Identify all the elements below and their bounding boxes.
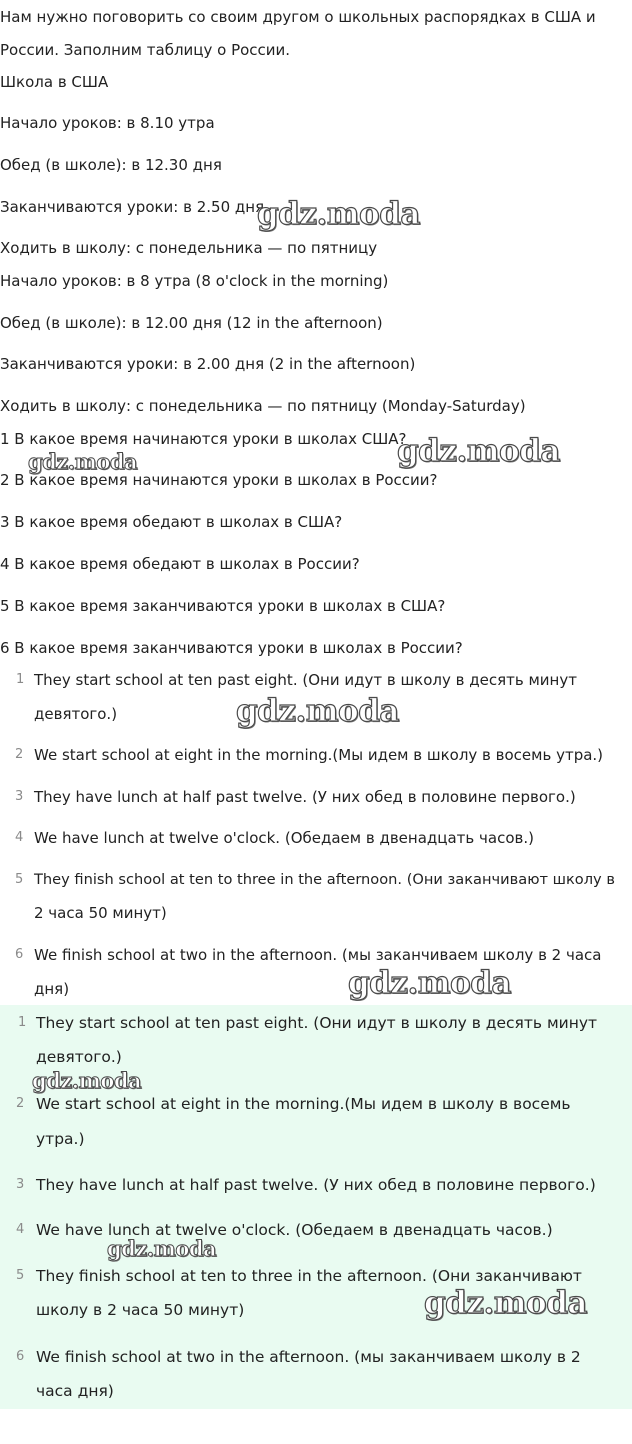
- answer-1-number: 1: [16, 672, 25, 687]
- answer-1-line-1: They start school at ten past eight. (Они идут в школу в десять минут: [34, 671, 577, 689]
- answer-box-3-number: 3: [16, 1177, 25, 1192]
- answer-3-number: 3: [15, 789, 24, 804]
- answer-box-2-line-1: We start school at eight in the morning.(Мы идем в школу в восемь: [36, 1095, 571, 1113]
- russia-days: Ходить в школу: с понедельника — по пятницу (Monday-Saturday): [0, 397, 526, 415]
- answer-2-number: 2: [15, 747, 24, 762]
- answer-box-2-number: 2: [16, 1096, 25, 1111]
- answer-box-6-line-2: часа дня): [36, 1382, 114, 1400]
- intro-line-2: России. Заполним таблицу о России.: [0, 41, 291, 59]
- answer-box-1-number: 1: [18, 1015, 27, 1030]
- answer-5-line-1: They finish school at ten to three in the afternoon. (Они заканчивают школу в: [34, 871, 615, 888]
- answer-box-5-line-1: They finish school at ten to three in the afternoon. (Они заканчивают: [36, 1267, 582, 1285]
- answer-box-4-text: We have lunch at twelve o'clock. (Обедаем в двенадцать часов.): [36, 1221, 553, 1239]
- question-4: 4 В какое время обедают в школах в России?: [0, 555, 360, 573]
- answer-box-6-line-1: We finish school at two in the afternoon. (мы заканчиваем школу в 2: [36, 1348, 581, 1366]
- question-3: 3 В какое время обедают в школах в США?: [0, 513, 343, 531]
- answer-6-number: 6: [15, 947, 24, 962]
- answer-1-line-2: девятого.): [34, 705, 118, 723]
- usa-lunch: Обед (в школе): в 12.30 дня: [0, 156, 222, 174]
- watermark-logo: gdz.moda: [397, 433, 560, 469]
- answer-5-line-2: 2 часа 50 минут): [34, 904, 167, 922]
- answer-5-number: 5: [15, 872, 24, 887]
- usa-heading: Школа в США: [0, 73, 109, 91]
- answer-4-number: 4: [15, 830, 24, 845]
- answer-box-3-text: They have lunch at half past twelve. (У них обед в половине первого.): [36, 1176, 596, 1194]
- answer-box-6-number: 6: [16, 1349, 25, 1364]
- answer-box-5-line-2: школу в 2 часа 50 минут): [36, 1301, 245, 1319]
- russia-lunch: Обед (в школе): в 12.00 дня (12 in the afternoon): [0, 314, 383, 332]
- answer-3-text: They have lunch at half past twelve. (У них обед в половине первого.): [34, 788, 576, 806]
- watermark-logo: gdz.moda: [236, 693, 399, 729]
- question-2: 2 В какое время начинаются уроки в школах в России?: [0, 471, 438, 489]
- answer-4-text: We have lunch at twelve o'clock. (Обедаем в двенадцать часов.): [34, 829, 534, 847]
- watermark-logo: gdz.moda: [28, 449, 138, 474]
- answer-box-2-line-2: утра.): [36, 1130, 85, 1148]
- intro-line-1: Нам нужно поговорить со своим другом о школьных распорядках в США и: [0, 8, 596, 26]
- watermark-logo: gdz.moda: [257, 196, 420, 232]
- answer-6-line-1: We finish school at two in the afternoon. (мы заканчиваем школу в 2 часа: [34, 946, 602, 964]
- russia-finish: Заканчиваются уроки: в 2.00 дня (2 in the afternoon): [0, 355, 416, 373]
- question-5: 5 В какое время заканчиваются уроки в школах в США?: [0, 597, 446, 615]
- usa-days: Ходить в школу: с понедельника — по пятницу: [0, 239, 378, 257]
- answer-2-text: We start school at eight in the morning.(Мы идем в школу в восемь утра.): [34, 746, 604, 764]
- watermark-logo: gdz.moda: [348, 965, 511, 1001]
- answer-box-1-line-2: девятого.): [36, 1048, 122, 1066]
- answer-box-4-number: 4: [16, 1222, 25, 1237]
- answer-box-5-number: 5: [16, 1268, 25, 1283]
- watermark-logo: gdz.moda: [424, 1285, 587, 1321]
- answer-box-1-line-1: They start school at ten past eight. (Они идут в школу в десять минут: [36, 1014, 598, 1032]
- watermark-logo: gdz.moda: [107, 1236, 217, 1261]
- usa-start: Начало уроков: в 8.10 утра: [0, 114, 215, 132]
- watermark-logo: gdz.moda: [32, 1068, 142, 1093]
- answer-6-line-2: дня): [34, 980, 70, 998]
- question-6: 6 В какое время заканчиваются уроки в школах в России?: [0, 639, 463, 657]
- question-1: 1 В какое время начинаются уроки в школах США?: [0, 430, 407, 448]
- russia-start: Начало уроков: в 8 утра (8 o'clock in the morning): [0, 272, 389, 290]
- usa-finish: Заканчиваются уроки: в 2.50 дня: [0, 198, 265, 216]
